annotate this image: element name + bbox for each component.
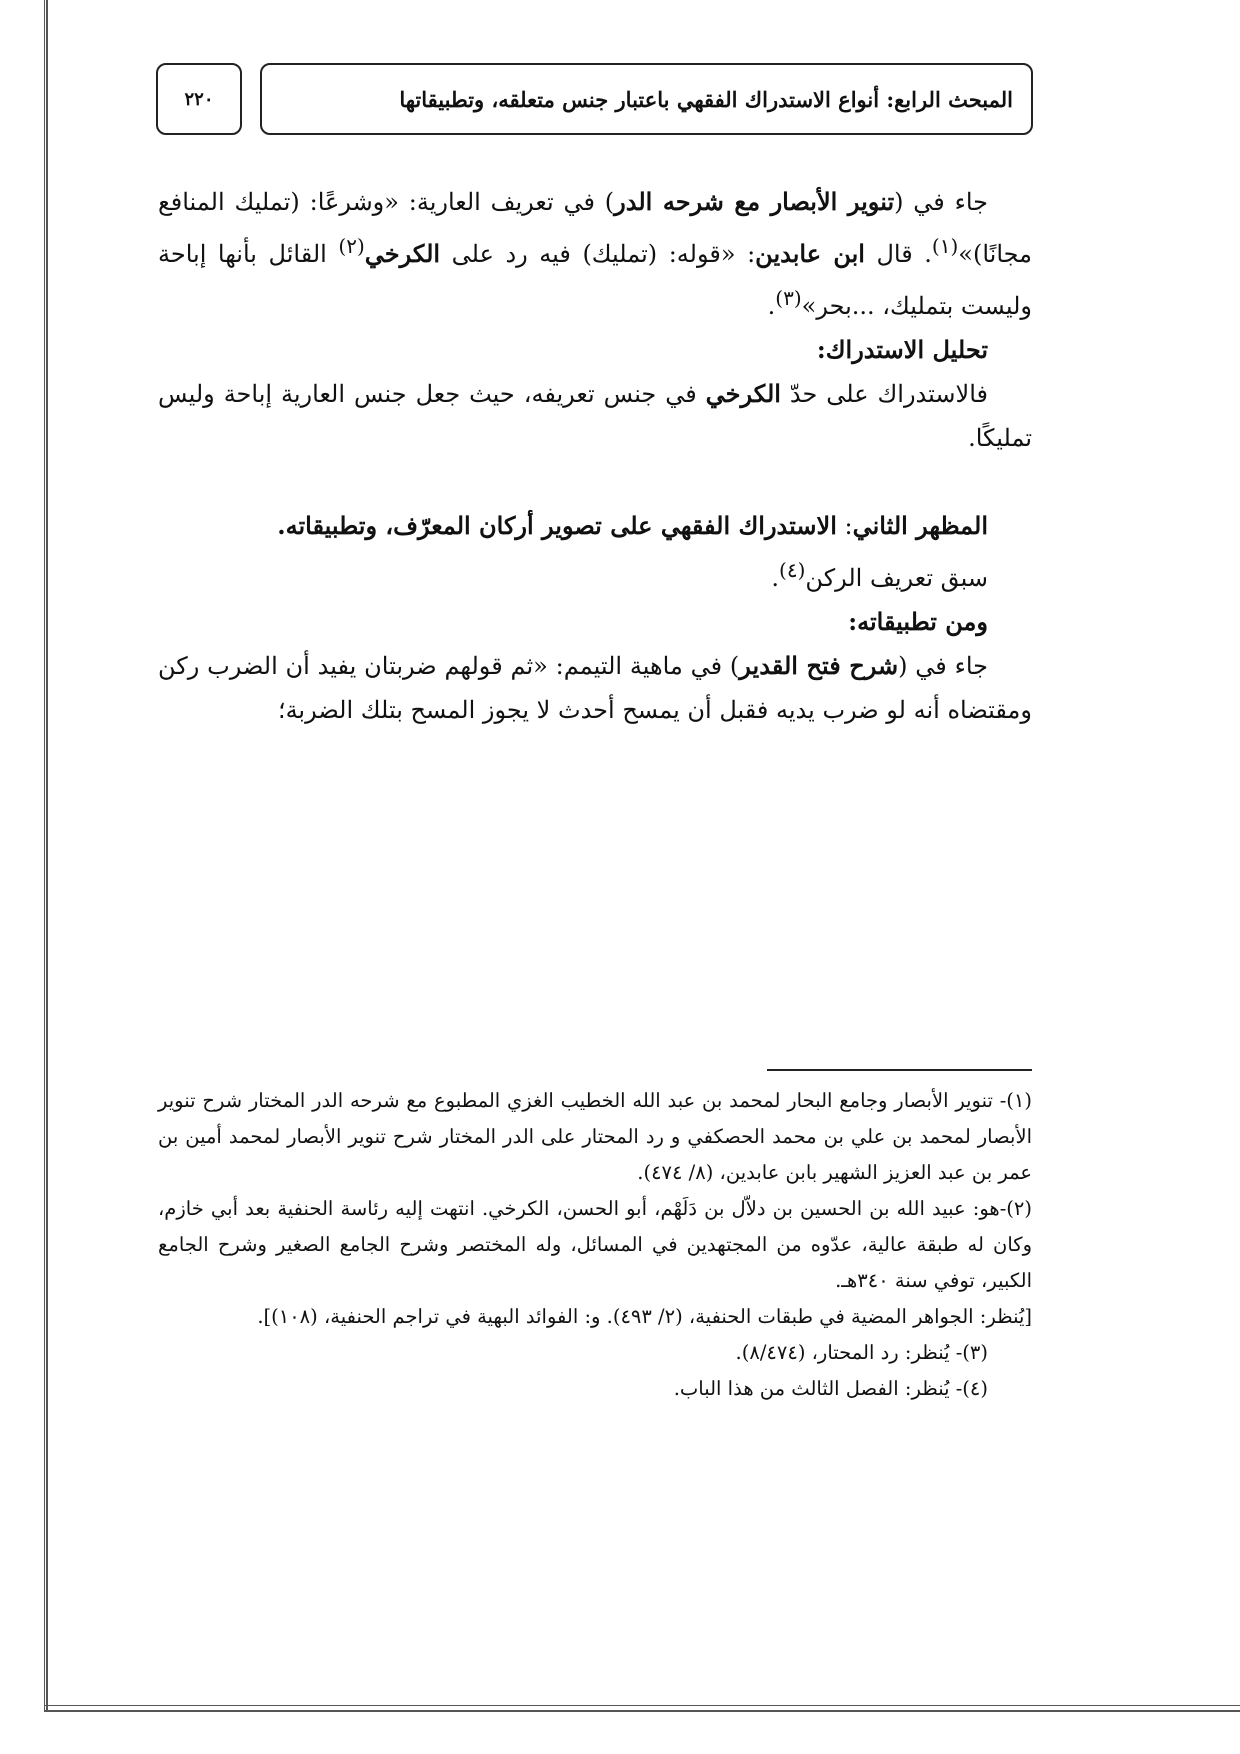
text-run: فالاستدراك على حدّ bbox=[780, 380, 988, 408]
page-frame-left bbox=[44, 0, 48, 1712]
footnote-ref: (٣) bbox=[775, 286, 802, 310]
book-title: شرح فتح القدير bbox=[739, 651, 899, 680]
text-run: ) في تعريف العارية: «وشرعًا: (تمليك المنافع مجانًا)» bbox=[158, 188, 1032, 268]
book-title: تنوير الأبصار مع شرحه الدر bbox=[614, 187, 895, 216]
section-title: المبحث الرابع: أنواع الاستدراك الفقهي باعتبار جنس متعلقه، وتطبيقاتها bbox=[399, 86, 1013, 112]
text-run: جاء في ( bbox=[894, 188, 989, 216]
footnote-1: (١)- تنوير الأبصار وجامع البحار لمحمد بن عبد الله الخطيب الغزي المطبوع مع شرحه الدر المختار شرح تنوير الأبصار لمحمد بن علي بن محمد الحصكفي و رد المحتار على الدر المختار شرح تنوير الأبصار لمحمد أمين بن عمر بن عبد العزيز الشهير بابن عابدين، (٨/ ٤٧٤). bbox=[158, 1089, 1032, 1184]
text-run: في جنس تعريفه، حيث جعل جنس العارية إباحة وليس تمليكًا. bbox=[158, 380, 1032, 452]
text-run: القائل بأنها إباحة وليست بتمليك، ...بحر» bbox=[158, 240, 1032, 320]
footnotes bbox=[158, 1083, 1032, 1407]
text-run: . قال bbox=[864, 240, 932, 268]
text-run: جاء في ( bbox=[898, 652, 989, 680]
text-run: : «قوله: (تمليك) فيه رد على bbox=[440, 240, 756, 268]
page-number bbox=[156, 63, 242, 135]
footnote-ref: (١) bbox=[931, 234, 959, 258]
paragraph-pillar bbox=[158, 548, 1032, 600]
text-run: سبق تعريف الركن bbox=[805, 564, 988, 592]
text-run: الاستدراك الفقهي على تصوير أركان المعرّف، وتطبيقاته. bbox=[277, 511, 837, 540]
author-name: الكرخي bbox=[364, 239, 441, 268]
running-header bbox=[260, 63, 1033, 135]
text-run: . bbox=[767, 292, 776, 320]
heading-second-aspect bbox=[158, 504, 1032, 548]
footnote-ref: (٢) bbox=[338, 234, 365, 258]
paragraph-definition bbox=[158, 180, 1032, 328]
paragraph-analysis bbox=[158, 372, 1032, 460]
text-run: المظهر الثاني bbox=[852, 511, 988, 540]
main-text bbox=[158, 180, 1032, 732]
heading-applications: ومن تطبيقاته: bbox=[848, 607, 988, 636]
page-frame-bottom bbox=[44, 1705, 1240, 1712]
heading-analysis: تحليل الاستدراك: bbox=[816, 335, 988, 364]
author-name: الكرخي bbox=[705, 379, 781, 408]
text-run: . bbox=[771, 564, 780, 592]
footnote-4: (٤)- يُنظر: الفصل الثالث من هذا الباب. bbox=[673, 1377, 988, 1400]
footnote-3: (٣)- يُنظر: رد المحتار، (٨/٤٧٤). bbox=[735, 1341, 988, 1364]
footnote-2-sources: [يُنظر: الجواهر المضية في طبقات الحنفية، (٢/ ٤٩٣). و: الفوائد البهية في تراجم الحنفية، (١٠٨)]. bbox=[257, 1305, 1032, 1328]
text-run: : bbox=[836, 512, 853, 540]
spacer bbox=[158, 460, 1032, 504]
text-run: ) في ماهية التيمم: «ثم قولهم ضربتان يفيد أن الضرب ركن ومقتضاه أنه لو ضرب يديه فقبل أن يمسح أحدث لا يجوز المسح بتلك الضربة؛ bbox=[158, 652, 1032, 724]
footnote-divider bbox=[767, 1069, 1032, 1071]
footnote-2: (٢)-هو: عبيد الله بن الحسين بن دلاّل بن دَلَهْم، أبو الحسن، الكرخي. انتهت إليه رئاسة الحنفية بعد أبي خازم، وكان له طبقة عالية، عدّوه من المجتهدين في المسائل، وله المختصر وشرح الجامع الصغير وشرح الجامع الكبير، توفي سنة ٣٤٠هـ. bbox=[158, 1197, 1032, 1292]
author-name: ابن عابدين bbox=[755, 239, 865, 268]
page-number-text: ٢٢٠ bbox=[184, 88, 214, 110]
footnote-ref: (٤) bbox=[779, 558, 806, 582]
paragraph-tayammum bbox=[158, 644, 1032, 732]
